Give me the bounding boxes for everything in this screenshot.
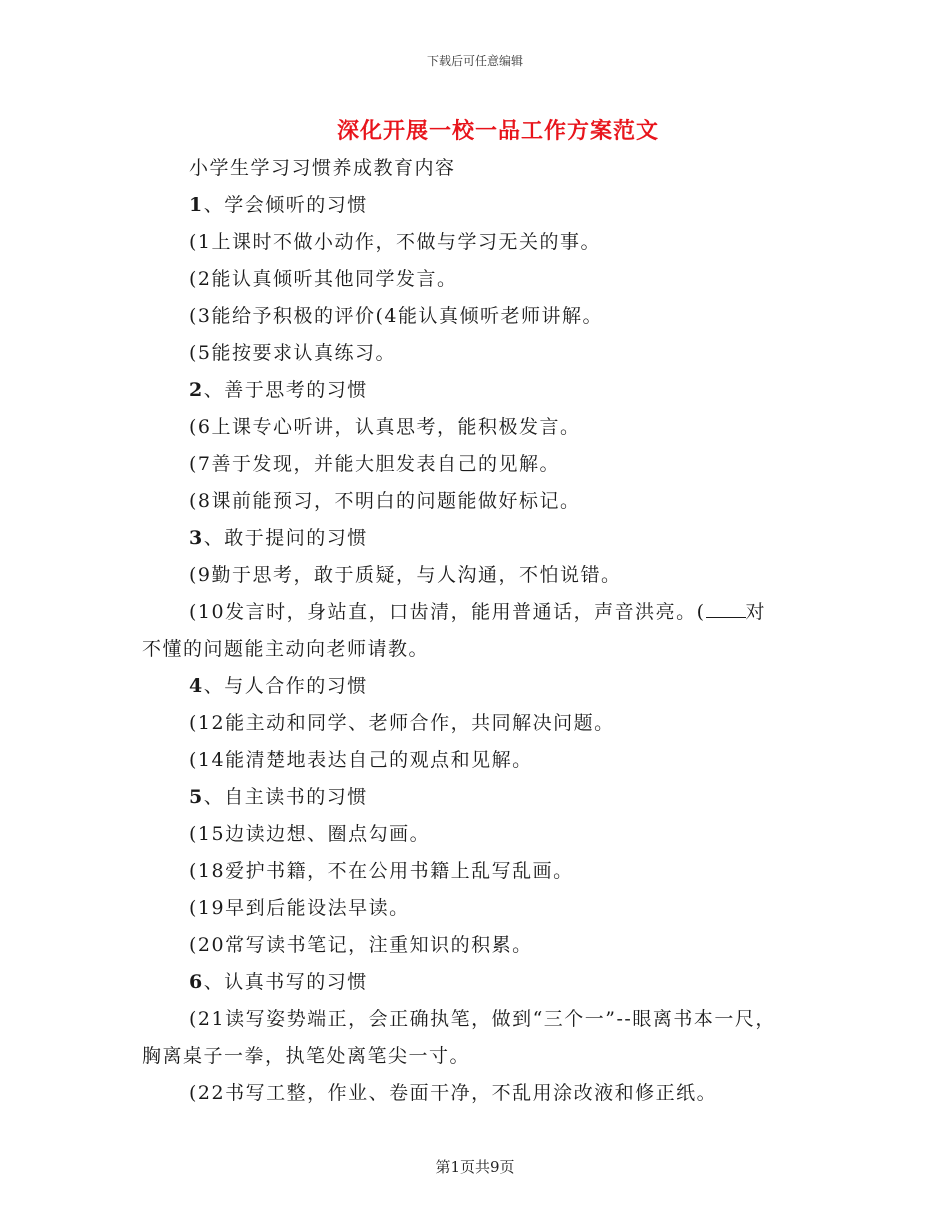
list-item: (19早到后能设法早读。 — [189, 897, 410, 919]
list-item: (5能按要求认真练习。 — [189, 342, 397, 364]
section-number: 3 — [189, 527, 204, 549]
section-heading-5 — [142, 779, 842, 816]
list-item: (12能主动和同学、老师合作，共同解决问题。 — [189, 712, 615, 734]
section-heading-4 — [142, 668, 842, 705]
section-title: 、自主读书的习惯 — [203, 786, 368, 808]
document-body — [142, 150, 842, 1112]
section-title: 、与人合作的习惯 — [203, 675, 368, 697]
list-item: (7善于发现，并能大胆发表自己的见解。 — [189, 453, 561, 475]
list-item: (2能认真倾听其他同学发言。 — [189, 268, 458, 290]
list-item-continuation: 不懂的问题能主动向老师请教。 — [142, 638, 430, 660]
list-item — [142, 594, 842, 631]
section-title: 、善于思考的习惯 — [203, 379, 368, 401]
list-item: (1上课时不做小动作，不做与学习无关的事。 — [189, 231, 602, 253]
section-title: 、认真书写的习惯 — [203, 971, 368, 993]
list-item: (15边读边想、圈点勾画。 — [189, 823, 431, 845]
section-title: 、敢于提问的习惯 — [203, 527, 368, 549]
list-item: (22书写工整，作业、卷面干净，不乱用涂改液和修正纸。 — [189, 1082, 718, 1104]
section-heading-6 — [142, 964, 842, 1001]
section-heading-3 — [142, 520, 842, 557]
section-number: 4 — [189, 675, 204, 697]
section-title: 、学会倾听的习惯 — [203, 194, 368, 216]
list-item: (20常写读书笔记，注重知识的积累。 — [189, 934, 533, 956]
section-heading-1 — [142, 187, 842, 224]
list-item: (8课前能预习，不明白的问题能做好标记。 — [189, 490, 581, 512]
section-heading-2 — [142, 372, 842, 409]
item-text: 对 — [745, 601, 767, 623]
list-item: (6上课专心听讲，认真思考，能积极发言。 — [189, 416, 581, 438]
list-item: (3能给予积极的评价(4能认真倾听老师讲解。 — [189, 305, 604, 327]
intro-line: 小学生学习习惯养成教育内容 — [189, 157, 456, 179]
page-number-footer: 第1页共9页 — [435, 1158, 515, 1176]
section-number: 1 — [189, 194, 204, 216]
section-number: 2 — [189, 379, 204, 401]
item-text: (10发言时，身站直，口齿清，能用普通话，声音洪亮。( — [189, 601, 706, 623]
header-note: 下载后可任意编辑 — [426, 54, 523, 68]
list-item: (9勤于思考，敢于质疑，与人沟通，不怕说错。 — [189, 564, 622, 586]
fill-in-blank — [706, 599, 746, 618]
section-number: 5 — [189, 786, 204, 808]
list-item: (18爱护书籍，不在公用书籍上乱写乱画。 — [189, 860, 574, 882]
list-item: (14能清楚地表达自己的观点和见解。 — [189, 749, 533, 771]
section-number: 6 — [189, 971, 204, 993]
document-title: 深化开展一校一品工作方案范文 — [336, 118, 659, 144]
list-item-continuation: 胸离桌子一拳，执笔处离笔尖一寸。 — [142, 1045, 471, 1067]
list-item: (21读写姿势端正，会正确执笔，做到“三个一”--眼离书本一尺， — [189, 1008, 776, 1030]
